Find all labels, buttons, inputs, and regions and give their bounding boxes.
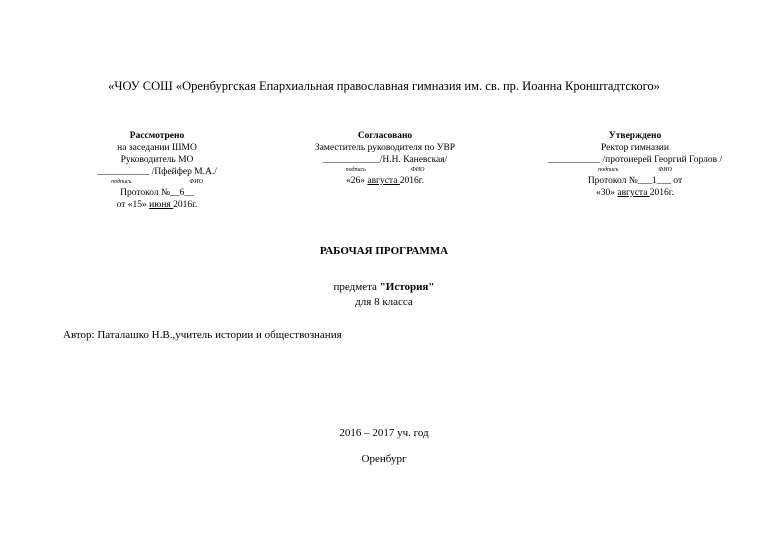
reviewed-line2: Руководитель МО — [120, 155, 194, 165]
city: Оренбург — [361, 453, 407, 465]
caption-sign: подпись — [345, 167, 366, 173]
document-title: РАБОЧАЯ ПРОГРАММА — [319, 245, 449, 257]
approved-signature-captions — [520, 166, 750, 175]
approved-date-month: августа — [617, 188, 650, 198]
caption-name: ФИО — [658, 167, 672, 173]
agreed-date-year: 2016г. — [399, 176, 424, 186]
caption-sign: подпись — [598, 167, 619, 173]
reviewed-signature-captions — [87, 178, 227, 187]
agreed-date-prefix: «26» — [345, 176, 368, 186]
agreed-signature-line: ____________/Н.Н. Каневская/ — [322, 155, 448, 165]
reviewed-date-year: 2016г. — [173, 200, 198, 210]
approved-line1: Ректор гимназии — [601, 143, 669, 153]
approved-date-prefix: «30» — [595, 188, 618, 198]
academic-year: 2016 – 2017 уч. год — [339, 427, 429, 439]
reviewed-line1: на заседании ШМО — [117, 143, 197, 153]
reviewed-date-prefix: от «15» — [116, 200, 150, 210]
agreed-signature-captions — [300, 166, 470, 175]
approved-signature-line: ___________ /протоиерей Георгий Горлов / — [547, 155, 723, 165]
subject-line — [0, 281, 768, 293]
author-line: Автор: Паталашко Н.В.,учитель истории и обществознания — [63, 329, 342, 341]
approval-block-approved — [520, 130, 750, 199]
approved-date — [520, 187, 750, 199]
reviewed-date — [87, 199, 227, 211]
approved-protocol: Протокол №___1___ от — [587, 176, 683, 186]
reviewed-date-month: июня — [149, 200, 174, 210]
caption-sign: подпись — [111, 179, 132, 185]
institution-name: «ЧОУ СОШ «Оренбургская Епархиальная православная гимназия им. св. пр. Иоанна Кронштадтского» — [108, 79, 660, 93]
subject-name: "История" — [379, 281, 435, 293]
reviewed-signature-line: ___________ /Пфейфер М.А./ — [97, 167, 217, 177]
approved-date-year: 2016г. — [649, 188, 674, 198]
agreed-date — [300, 175, 470, 187]
caption-name: ФИО — [410, 167, 425, 173]
reviewed-heading: Рассмотрено — [129, 131, 185, 141]
agreed-date-month: августа — [367, 176, 400, 186]
agreed-line1: Заместитель руководителя по УВР — [314, 143, 456, 153]
approval-block-reviewed — [87, 130, 227, 211]
approved-heading: Утверждено — [608, 131, 662, 141]
reviewed-protocol: Протокол №__6__ — [120, 188, 194, 198]
caption-name: ФИО — [189, 179, 203, 185]
grade-line: для 8 класса — [355, 296, 413, 308]
approval-block-agreed — [300, 130, 470, 187]
subject-prefix: предмета — [333, 281, 380, 293]
agreed-heading: Согласовано — [357, 131, 413, 141]
